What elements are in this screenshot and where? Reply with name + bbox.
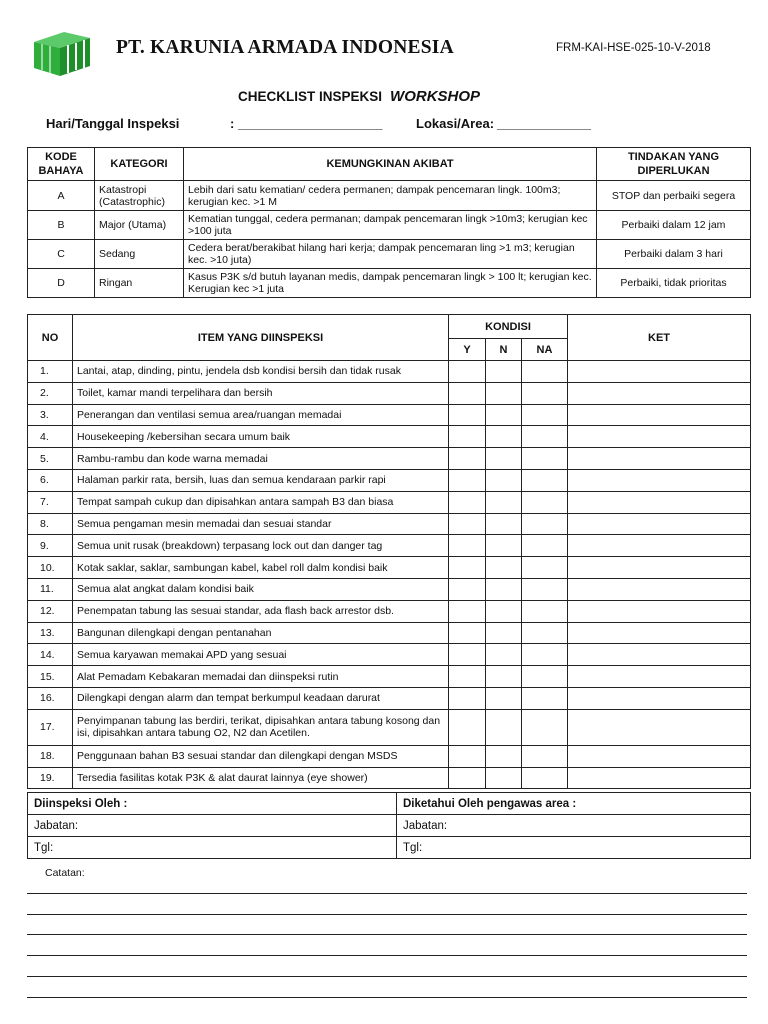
supervisor-tgl-field[interactable]: Tgl: (397, 837, 751, 859)
hazard-row (28, 240, 751, 269)
hazard-code: A (28, 181, 95, 211)
ket-cell[interactable] (568, 687, 751, 709)
item-text: Housekeeping /kebersihan secara umum baik (73, 426, 449, 448)
table-row (28, 361, 751, 383)
ket-cell[interactable] (568, 578, 751, 600)
kondisi-y-cell[interactable] (449, 644, 486, 666)
supervisor-jabatan-field[interactable]: Jabatan: (397, 815, 751, 837)
kondisi-n-cell[interactable] (486, 644, 522, 666)
ket-cell[interactable] (568, 709, 751, 745)
kondisi-na-cell[interactable] (522, 622, 568, 644)
item-text: Penggunaan bahan B3 sesuai standar dan dilengkapi dengan MSDS (73, 745, 449, 767)
date-field[interactable]: : ____________________ (230, 116, 383, 131)
table-row (28, 578, 751, 600)
notes-line[interactable] (27, 997, 747, 998)
table-row (28, 622, 751, 644)
ket-cell[interactable] (568, 469, 751, 491)
kondisi-na-cell[interactable] (522, 404, 568, 426)
ket-cell[interactable] (568, 426, 751, 448)
kondisi-n-cell[interactable] (486, 578, 522, 600)
kondisi-n-cell[interactable] (486, 745, 522, 767)
kondisi-y-cell[interactable] (449, 513, 486, 535)
acknowledged-by-label: Diketahui Oleh pengawas area : (397, 793, 751, 815)
hazard-code: D (28, 269, 95, 298)
item-number: 17. (28, 709, 73, 745)
item-text: Tempat sampah cukup dan dipisahkan antara sampah B3 dan biasa (73, 491, 449, 513)
notes-line[interactable] (27, 955, 747, 956)
kondisi-n-cell[interactable] (486, 622, 522, 644)
kondisi-na-cell[interactable] (522, 745, 568, 767)
table-row (28, 404, 751, 426)
kondisi-n-cell[interactable] (486, 535, 522, 557)
kondisi-n-cell[interactable] (486, 469, 522, 491)
table-row (28, 448, 751, 470)
kondisi-n-cell[interactable] (486, 426, 522, 448)
item-text: Penerangan dan ventilasi semua area/ruangan memadai (73, 404, 449, 426)
item-text: Tersedia fasilitas kotak P3K & alat daurat lainnya (eye shower) (73, 767, 449, 789)
hazard-category: Katastropi (Catastrophic) (95, 181, 184, 211)
inspection-meta (0, 116, 768, 136)
item-number: 7. (28, 491, 73, 513)
item-text: Semua karyawan memakai APD yang sesuai (73, 644, 449, 666)
hazard-effect: Kasus P3K s/d butuh layanan medis, dampak pencemaran lingk > 100 lt; kerugian kec. Kerugian kec >1 juta (184, 269, 597, 298)
kondisi-n-cell[interactable] (486, 513, 522, 535)
item-number: 18. (28, 745, 73, 767)
hazard-category: Sedang (95, 240, 184, 269)
title-main: CHECKLIST INSPEKSI (238, 89, 383, 104)
hazard-row (28, 211, 751, 240)
item-number: 19. (28, 767, 73, 789)
table-row (28, 709, 751, 745)
hazard-code-table (27, 147, 751, 298)
kondisi-na-cell[interactable] (522, 687, 568, 709)
document-title (238, 88, 480, 105)
kondisi-n-cell[interactable] (486, 600, 522, 622)
header-tindakan: TINDAKAN YANG DIPERLUKAN (597, 148, 751, 181)
item-number: 2. (28, 382, 73, 404)
kondisi-n-cell[interactable] (486, 404, 522, 426)
hazard-action: STOP dan perbaiki segera (597, 181, 751, 211)
title-emphasis: WORKSHOP (390, 88, 481, 105)
item-text: Semua pengaman mesin memadai dan sesuai standar (73, 513, 449, 535)
hazard-effect: Cedera berat/berakibat hilang hari kerja; dampak pencemaran ling >1 m3; kerugian kec. >10 juta) (184, 240, 597, 269)
ket-cell[interactable] (568, 622, 751, 644)
kondisi-na-cell[interactable] (522, 557, 568, 579)
kondisi-na-cell[interactable] (522, 361, 568, 383)
hazard-code: C (28, 240, 95, 269)
kondisi-y-cell[interactable] (449, 600, 486, 622)
kondisi-y-cell[interactable] (449, 578, 486, 600)
item-text: Semua unit rusak (breakdown) terpasang lock out dan danger tag (73, 535, 449, 557)
notes-line[interactable] (27, 893, 747, 894)
header-kondisi: KONDISI (449, 315, 568, 339)
kondisi-y-cell[interactable] (449, 622, 486, 644)
ket-cell[interactable] (568, 404, 751, 426)
ket-cell[interactable] (568, 361, 751, 383)
item-number: 12. (28, 600, 73, 622)
item-text: Kotak saklar, saklar, sambungan kabel, kabel roll dalm kondisi baik (73, 557, 449, 579)
kondisi-n-cell[interactable] (486, 557, 522, 579)
table-row (28, 535, 751, 557)
item-number: 13. (28, 622, 73, 644)
kondisi-n-cell[interactable] (486, 491, 522, 513)
item-number: 3. (28, 404, 73, 426)
header-n: N (486, 339, 522, 361)
kondisi-y-cell[interactable] (449, 382, 486, 404)
hazard-code: B (28, 211, 95, 240)
ket-cell[interactable] (568, 644, 751, 666)
kondisi-na-cell[interactable] (522, 535, 568, 557)
kondisi-y-cell[interactable] (449, 491, 486, 513)
company-name: PT. KARUNIA ARMADA INDONESIA (116, 37, 454, 58)
kondisi-n-cell[interactable] (486, 709, 522, 745)
item-number: 11. (28, 578, 73, 600)
kondisi-y-cell[interactable] (449, 448, 486, 470)
hazard-action: Perbaiki, tidak prioritas (597, 269, 751, 298)
kondisi-na-cell[interactable] (522, 767, 568, 789)
table-row (28, 600, 751, 622)
item-number: 9. (28, 535, 73, 557)
notes-line[interactable] (27, 914, 747, 915)
notes-label: Catatan: (45, 867, 85, 879)
item-number: 15. (28, 666, 73, 688)
hazard-action: Perbaiki dalam 3 hari (597, 240, 751, 269)
ket-cell[interactable] (568, 666, 751, 688)
notes-line[interactable] (27, 934, 747, 935)
kondisi-y-cell[interactable] (449, 767, 486, 789)
table-row (28, 513, 751, 535)
table-row (28, 491, 751, 513)
ket-cell[interactable] (568, 491, 751, 513)
ket-cell[interactable] (568, 535, 751, 557)
kondisi-y-cell[interactable] (449, 709, 486, 745)
area-field[interactable]: _____________ (497, 116, 591, 131)
inspector-tgl-field[interactable]: Tgl: (28, 837, 397, 859)
notes-line[interactable] (27, 976, 747, 977)
hazard-effect: Lebih dari satu kematian/ cedera permanen; dampak pencemaran lingk. 100m3; kerugian kec. >1 M (184, 181, 597, 211)
item-text: Penempatan tabung las sesuai standar, ada flash back arrestor dsb. (73, 600, 449, 622)
kondisi-y-cell[interactable] (449, 687, 486, 709)
hazard-category: Ringan (95, 269, 184, 298)
item-number: 6. (28, 469, 73, 491)
inspected-by-label: Diinspeksi Oleh : (28, 793, 397, 815)
header-ket: KET (568, 315, 751, 361)
item-number: 4. (28, 426, 73, 448)
item-number: 8. (28, 513, 73, 535)
form-code: FRM-KAI-HSE-025-10-V-2018 (556, 42, 711, 54)
item-number: 16. (28, 687, 73, 709)
hazard-row (28, 269, 751, 298)
kondisi-na-cell[interactable] (522, 491, 568, 513)
item-text: Halaman parkir rata, bersih, luas dan semua kendaraan parkir rapi (73, 469, 449, 491)
kondisi-y-cell[interactable] (449, 426, 486, 448)
kondisi-n-cell[interactable] (486, 687, 522, 709)
kondisi-na-cell[interactable] (522, 448, 568, 470)
inspector-jabatan-field[interactable]: Jabatan: (28, 815, 397, 837)
kondisi-na-cell[interactable] (522, 709, 568, 745)
ket-cell[interactable] (568, 767, 751, 789)
item-text: Penyimpanan tabung las berdiri, terikat, dipisahkan antara tabung kosong dan isi, dipisahkan antara tabung O2, N2 dan Acetilen. (73, 709, 449, 745)
kondisi-n-cell[interactable] (486, 767, 522, 789)
date-label: Hari/Tanggal Inspeksi (46, 116, 180, 131)
kondisi-na-cell[interactable] (522, 426, 568, 448)
ket-cell[interactable] (568, 745, 751, 767)
item-number: 14. (28, 644, 73, 666)
kondisi-n-cell[interactable] (486, 448, 522, 470)
inspection-table (27, 314, 751, 789)
table-row (28, 426, 751, 448)
kondisi-y-cell[interactable] (449, 535, 486, 557)
kondisi-na-cell[interactable] (522, 644, 568, 666)
header-na: NA (522, 339, 568, 361)
kondisi-y-cell[interactable] (449, 361, 486, 383)
header-kategori: KATEGORI (95, 148, 184, 181)
item-text: Toilet, kamar mandi terpelihara dan bersih (73, 382, 449, 404)
area-label: Lokasi/Area: (416, 116, 495, 131)
company-logo-icon (30, 28, 92, 78)
kondisi-n-cell[interactable] (486, 361, 522, 383)
ket-cell[interactable] (568, 448, 751, 470)
header-kemungkinan-akibat: KEMUNGKINAN AKIBAT (184, 148, 597, 181)
item-text: Dilengkapi dengan alarm dan tempat berkumpul keadaan darurat (73, 687, 449, 709)
table-row (28, 666, 751, 688)
signature-table (27, 792, 751, 859)
item-number: 1. (28, 361, 73, 383)
ket-cell[interactable] (568, 600, 751, 622)
table-row (28, 382, 751, 404)
item-text: Rambu-rambu dan kode warna memadai (73, 448, 449, 470)
header-no: NO (28, 315, 73, 361)
hazard-effect: Kematian tunggal, cedera permanan; dampak pencemaran lingk >10m3; kerugian kec >100 juta (184, 211, 597, 240)
kondisi-na-cell[interactable] (522, 666, 568, 688)
kondisi-y-cell[interactable] (449, 745, 486, 767)
hazard-row (28, 181, 751, 211)
kondisi-n-cell[interactable] (486, 382, 522, 404)
hazard-category: Major (Utama) (95, 211, 184, 240)
item-text: Semua alat angkat dalam kondisi baik (73, 578, 449, 600)
document-header (0, 0, 768, 80)
item-text: Bangunan dilengkapi dengan pentanahan (73, 622, 449, 644)
header-item: ITEM YANG DIINSPEKSI (73, 315, 449, 361)
kondisi-na-cell[interactable] (522, 513, 568, 535)
item-text: Alat Pemadam Kebakaran memadai dan diinspeksi rutin (73, 666, 449, 688)
header-y: Y (449, 339, 486, 361)
ket-cell[interactable] (568, 513, 751, 535)
ket-cell[interactable] (568, 557, 751, 579)
kondisi-na-cell[interactable] (522, 600, 568, 622)
ket-cell[interactable] (568, 382, 751, 404)
kondisi-y-cell[interactable] (449, 557, 486, 579)
table-row (28, 644, 751, 666)
kondisi-n-cell[interactable] (486, 666, 522, 688)
table-row (28, 469, 751, 491)
header-kode-bahaya: KODE BAHAYA (28, 148, 95, 181)
kondisi-y-cell[interactable] (449, 666, 486, 688)
kondisi-na-cell[interactable] (522, 382, 568, 404)
item-text: Lantai, atap, dinding, pintu, jendela dsb kondisi bersih dan tidak rusak (73, 361, 449, 383)
table-row (28, 767, 751, 789)
kondisi-y-cell[interactable] (449, 404, 486, 426)
kondisi-na-cell[interactable] (522, 578, 568, 600)
item-number: 5. (28, 448, 73, 470)
table-row (28, 745, 751, 767)
hazard-action: Perbaiki dalam 12 jam (597, 211, 751, 240)
table-row (28, 557, 751, 579)
item-number: 10. (28, 557, 73, 579)
kondisi-na-cell[interactable] (522, 469, 568, 491)
table-row (28, 687, 751, 709)
kondisi-y-cell[interactable] (449, 469, 486, 491)
